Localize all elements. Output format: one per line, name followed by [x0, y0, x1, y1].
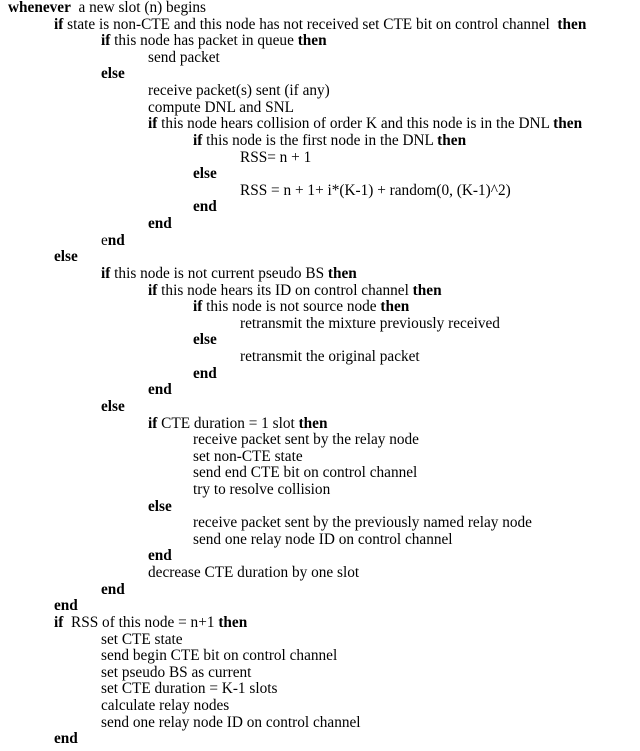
- code-line: [101, 233, 125, 250]
- statement-text: compute DNL and SNL: [148, 98, 294, 116]
- code-line: [54, 249, 78, 266]
- code-line: [148, 100, 294, 117]
- code-line: [193, 449, 303, 466]
- statement-text: calculate relay nodes: [101, 697, 230, 715]
- code-line: [193, 166, 217, 183]
- statement-text: RSS of this node = n+1: [63, 613, 219, 631]
- statement-text: this node is not current pseudo BS: [110, 264, 328, 282]
- code-line: [101, 632, 183, 649]
- code-line: [101, 399, 125, 416]
- code-line: [193, 199, 217, 216]
- statement-text: send end CTE bit on control channel: [193, 464, 418, 482]
- statement-text: receive packet sent by the previously named relay node: [193, 514, 532, 532]
- code-line: [148, 116, 582, 133]
- keyword: whenever: [8, 0, 71, 16]
- keyword: if: [101, 32, 111, 50]
- keyword: then: [557, 15, 587, 33]
- code-line: [148, 382, 172, 399]
- keyword: then: [380, 298, 410, 316]
- keyword: else: [54, 248, 78, 266]
- keyword: if: [148, 414, 158, 432]
- code-line: [101, 66, 125, 83]
- keyword: then: [327, 264, 357, 282]
- statement-text: send packet: [148, 48, 220, 66]
- keyword: nd: [107, 231, 125, 249]
- keyword: else: [193, 331, 217, 349]
- keyword: end: [148, 215, 172, 233]
- code-line: [54, 598, 78, 615]
- code-line: [148, 499, 172, 516]
- code-line: [101, 698, 229, 715]
- code-line: [193, 332, 217, 349]
- code-line: [193, 482, 330, 499]
- statement-text: send begin CTE bit on control channel: [101, 647, 338, 665]
- code-line: [148, 83, 330, 100]
- code-line: [54, 731, 78, 748]
- keyword: else: [101, 397, 125, 415]
- keyword: then: [297, 32, 327, 50]
- statement-text: a new slot (n) begins: [70, 0, 206, 16]
- statement-text: send one relay node ID on control channel: [193, 530, 453, 548]
- code-line: [101, 582, 125, 599]
- statement-text: send one relay node ID on control channel: [101, 713, 361, 731]
- keyword: then: [298, 414, 328, 432]
- keyword: end: [193, 198, 217, 216]
- code-line: [54, 17, 586, 34]
- statement-text: e: [101, 231, 108, 249]
- keyword: end: [193, 364, 217, 382]
- statement-text: decrease CTE duration by one slot: [148, 564, 360, 582]
- statement-text: set CTE state: [101, 630, 183, 648]
- keyword: if: [101, 264, 111, 282]
- keyword: end: [148, 547, 172, 565]
- keyword: if: [148, 281, 158, 299]
- keyword: end: [54, 730, 78, 748]
- statement-text: retransmit the mixture previously received: [240, 314, 500, 332]
- code-line: [101, 681, 277, 698]
- keyword: else: [101, 65, 125, 83]
- code-line: [148, 548, 172, 565]
- keyword: end: [148, 381, 172, 399]
- code-line: [148, 216, 172, 233]
- keyword: then: [553, 115, 583, 133]
- code-line: [193, 465, 417, 482]
- keyword: if: [54, 15, 64, 33]
- statement-text: set pseudo BS as current: [101, 663, 252, 681]
- code-line: [101, 266, 357, 283]
- statement-text: this node is not source node: [202, 298, 381, 316]
- keyword: else: [193, 165, 217, 183]
- code-line: [101, 648, 337, 665]
- statement-text: try to resolve collision: [193, 480, 331, 498]
- code-line: [148, 565, 359, 582]
- code-line: [193, 299, 409, 316]
- code-line: [240, 150, 311, 167]
- statement-text: CTE duration = 1 slot: [157, 414, 299, 432]
- code-line: [101, 33, 327, 50]
- statement-text: receive packet sent by the relay node: [193, 431, 419, 449]
- keyword: if: [148, 115, 158, 133]
- keyword: else: [148, 497, 172, 515]
- statement-text: set CTE duration = K-1 slots: [101, 680, 278, 698]
- code-line: [101, 665, 251, 682]
- code-line: [240, 316, 500, 333]
- statement-text: set non-CTE state: [193, 447, 303, 465]
- keyword: end: [101, 580, 125, 598]
- code-line: [240, 183, 511, 200]
- statement-text: this node hears its ID on control channel: [157, 281, 413, 299]
- keyword: if: [193, 131, 203, 149]
- statement-text: this node has packet in queue: [110, 32, 298, 50]
- statement-text: RSS= n + 1: [240, 148, 312, 166]
- code-line: [54, 615, 247, 632]
- code-line: [101, 715, 361, 732]
- keyword: then: [412, 281, 442, 299]
- code-line: [193, 133, 466, 150]
- code-line: [148, 283, 442, 300]
- code-line: [148, 416, 327, 433]
- keyword: then: [218, 613, 248, 631]
- code-line: [148, 50, 220, 67]
- code-line: [193, 515, 532, 532]
- keyword: if: [54, 613, 64, 631]
- code-line: [240, 349, 420, 366]
- keyword: end: [54, 597, 78, 615]
- statement-text: RSS = n + 1+ i*(K-1) + random(0, (K-1)^2): [240, 181, 511, 199]
- statement-text: retransmit the original packet: [240, 348, 420, 366]
- code-line: [193, 366, 217, 383]
- code-line: [193, 532, 453, 549]
- keyword: then: [437, 131, 467, 149]
- code-line: [193, 432, 419, 449]
- statement-text: this node is the first node in the DNL: [202, 131, 438, 149]
- code-line: [8, 0, 206, 17]
- statement-text: this node hears collision of order K and this node is in the DNL: [157, 115, 554, 133]
- statement-text: receive packet(s) sent (if any): [148, 82, 330, 100]
- statement-text: state is non-CTE and this node has not received set CTE bit on control channel: [63, 15, 558, 33]
- keyword: if: [193, 298, 203, 316]
